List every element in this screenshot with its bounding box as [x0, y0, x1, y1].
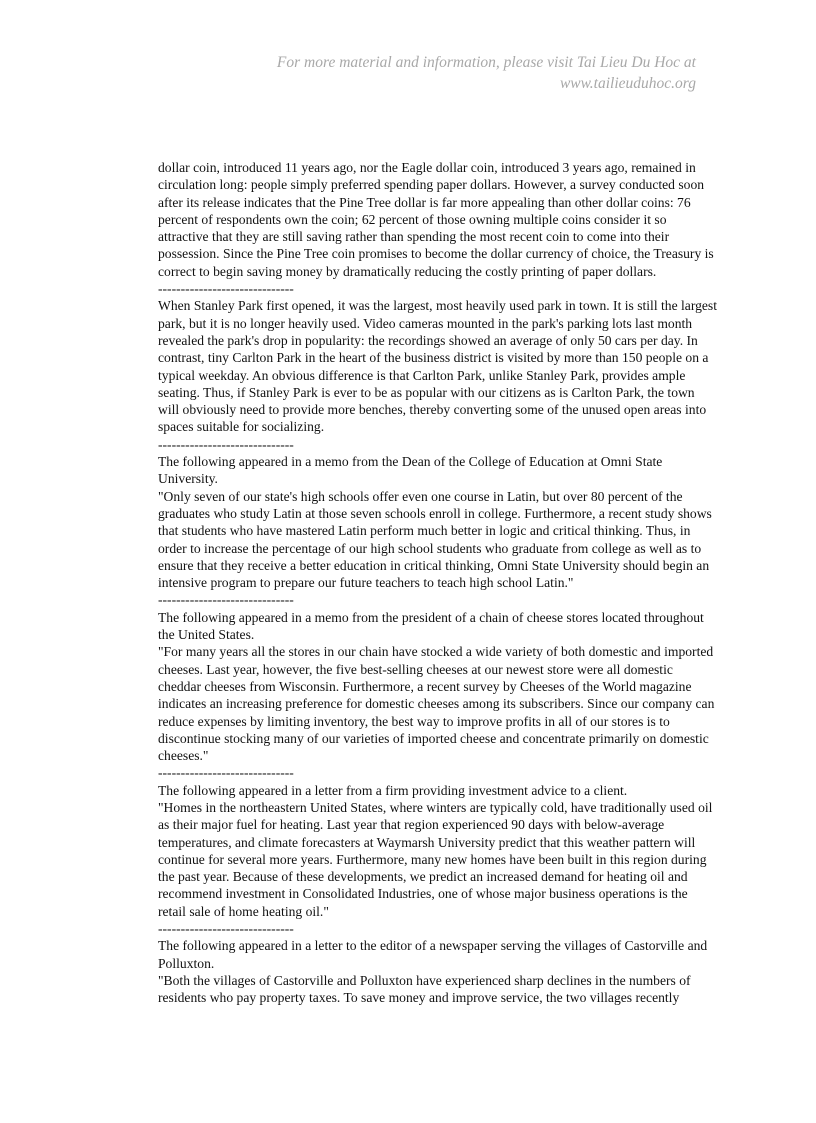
prompt-intro: The following appeared in a letter to the editor of a newspaper serving the villages of Castorville and Polluxton.: [158, 938, 708, 971]
paragraph: When Stanley Park first opened, it was the largest, most heavily used park in town. It is still the largest park, but it is no longer heavily used. Video cameras mounted in the park's parking lots last month revealed the park's drop in popularity: the recordings showed an average of only 50 cars per day. In contrast, tiny Carlton Park in the heart of the business district is visited by more than 150 people on a typical weekday. An obvious difference is that Carlton Park, unlike Stanley Park, provides ample seating. Thus, if Stanley Park is ever to be as popular with our citizens as is Carlton Park, the town will obviously need to provide more benches, thereby converting some of the unused open areas into spaces suitable for socializing.: [158, 298, 718, 435]
header-line-1: For more material and information, please visit Tai Lieu Du Hoc at: [276, 54, 696, 71]
prompt-quote: "For many years all the stores in our chain have stocked a wide variety of both domestic and imported cheeses. Last year, however, the five best-selling cheeses at our newest store were all domestic cheddar cheeses from Wisconsin. Furthermore, a recent survey by Cheeses of the World magazine indicates an increasing preference for domestic cheeses among its subscribers. Since our company can reduce expenses by limiting inventory, the best way to improve profits in all of our stores is to discontinue stocking many of our varieties of imported cheese and concentrate primarily on domestic cheeses.": [158, 644, 715, 764]
prompt-intro: The following appeared in a memo from the president of a chain of cheese stores located throughout the United States.: [158, 609, 704, 643]
prompt-intro: The following appeared in a memo from the Dean of the College of Education at Omni State University.: [158, 454, 663, 487]
separator-line: ------------------------------: [158, 281, 294, 297]
prompt-intro: The following appeared in a letter from a firm providing investment advice to a client.: [158, 782, 628, 798]
separator-line: ------------------------------: [158, 921, 294, 937]
separator-line: ------------------------------: [158, 765, 294, 781]
prompt-quote: "Only seven of our state's high schools offer even one course in Latin, but over 80 percent of the graduates who study Latin at those seven schools enroll in college. Furthermore, a recent study shows that students who have mastered Latin perform much better in logic and critical thinking. Thus, in order to increase the percentage of our high school students who graduate from college as well as to ensure that they receive a better education in critical thinking, Omni State University should begin an intensive program to prepare our future teachers to teach high school Latin.": [158, 488, 712, 591]
document-body: [158, 159, 718, 1007]
prompt-quote: "Homes in the northeastern United States, where winters are typically cold, have traditionally used oil as their major fuel for heating. Last year that region experienced 90 days with below-average temperatures, and climate forecasters at Waymarsh University predict that this weather pattern will continue for several more years. Furthermore, many new homes have been built in this region during the past year. Because of these developments, we predict an increased demand for heating oil and recommend investment in Consolidated Industries, one of whose major business operations is the retail sale of home heating oil.": [158, 799, 713, 919]
separator-line: ------------------------------: [158, 436, 294, 452]
prompt-quote: "Both the villages of Castorville and Polluxton have experienced sharp declines in the numbers of residents who pay property taxes. To save money and improve service, the two villages recently: [158, 972, 691, 1006]
paragraph: dollar coin, introduced 11 years ago, nor the Eagle dollar coin, introduced 3 years ago, remained in circulation long: people simply preferred spending paper dollars. However, a survey conducted soon after its release indicates that the Pine Tree dollar is far more appealing than other dollar coins: 76 percent of respondents own the coin; 62 percent of those owning multiple coins consider it so attractive that they are still saving rather than spending the most recent coin to come into their possession. Since the Pine Tree coin promises to become the dollar currency of choice, the Treasury is correct to begin saving money by dramatically reducing the costly printing of paper dollars.: [158, 160, 714, 279]
page-header: [176, 52, 696, 94]
header-line-2: www.tailieuduhoc.org: [559, 75, 696, 92]
separator-line: ------------------------------: [158, 592, 294, 608]
